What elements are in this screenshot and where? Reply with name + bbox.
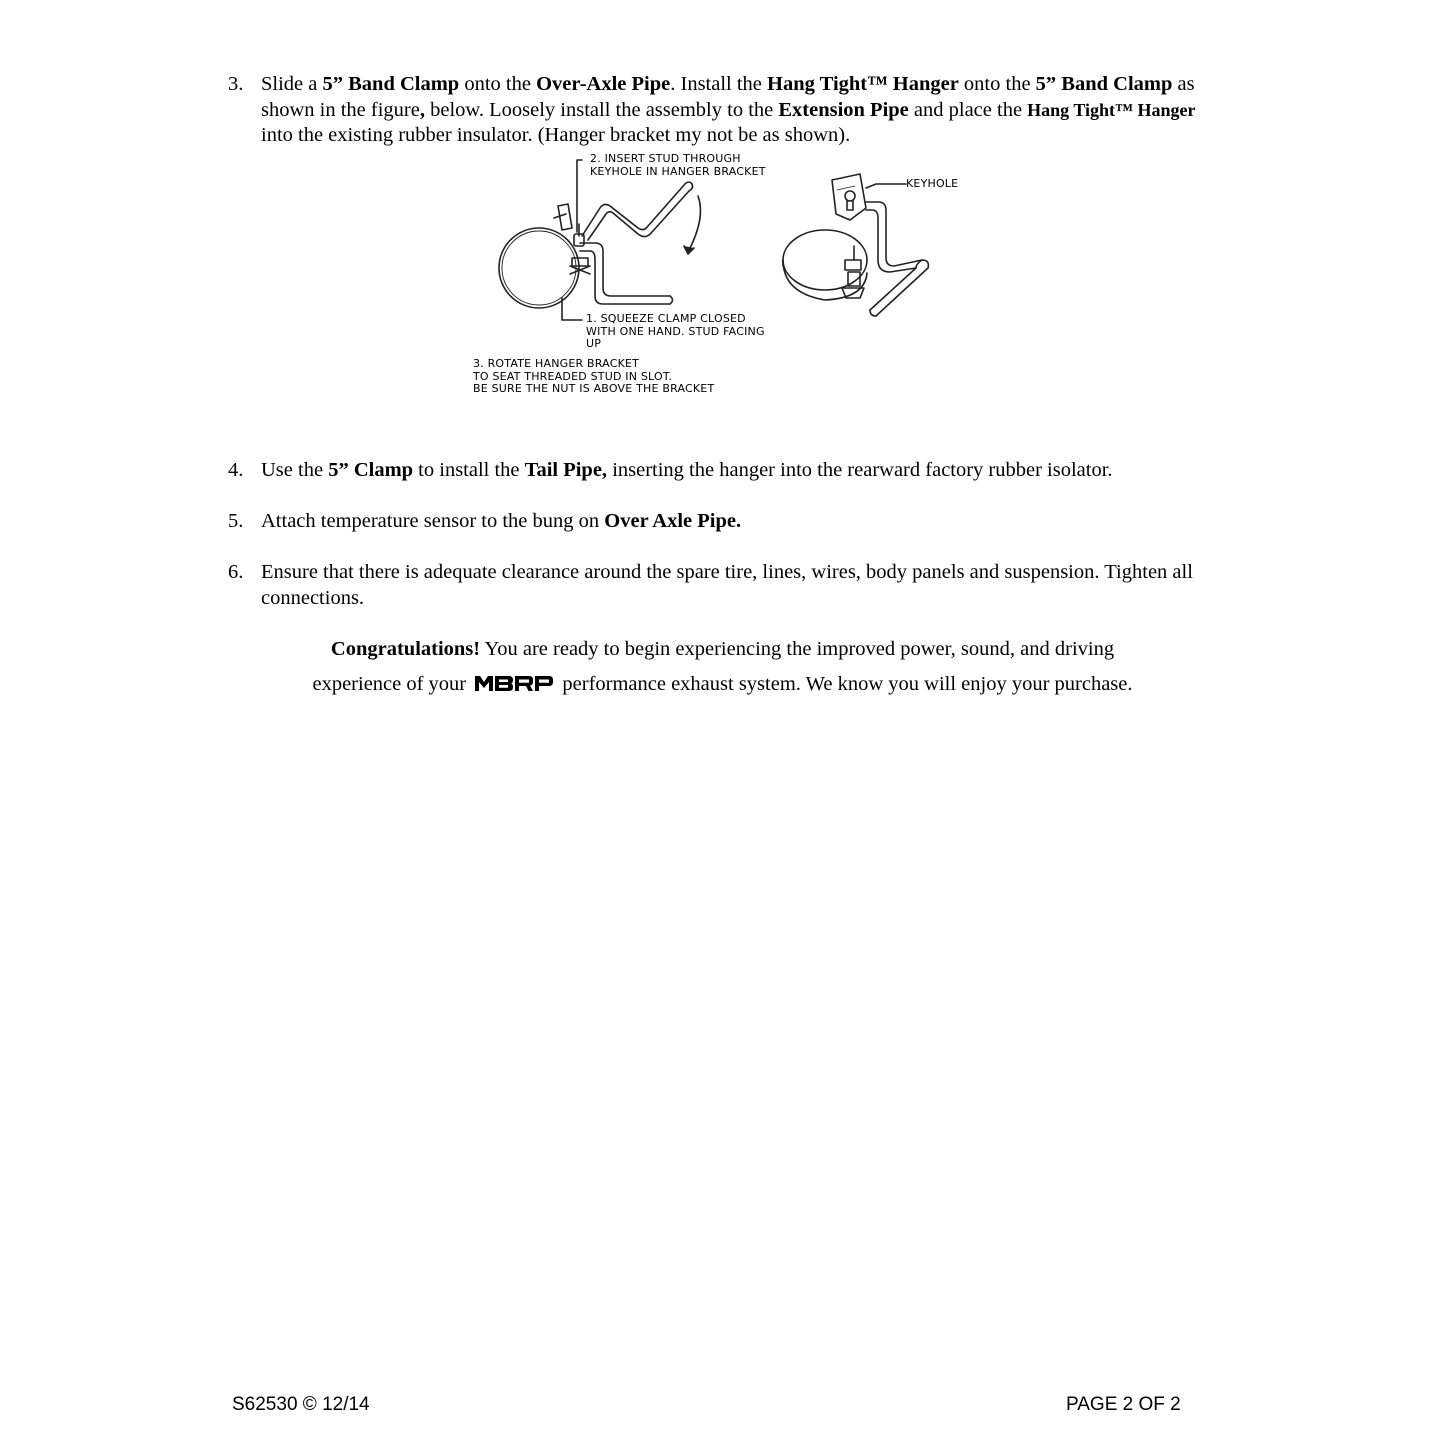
bold-term: Over-Axle Pipe bbox=[536, 73, 671, 95]
step-text-segment: onto the bbox=[459, 73, 537, 95]
congratulations-paragraph bbox=[270, 632, 1175, 705]
bold-term: Over Axle Pipe. bbox=[604, 510, 742, 532]
label-squeeze-clamp: 1. SQUEEZE CLAMP CLOSED WITH ONE HAND. STUD FACING UP bbox=[586, 312, 765, 350]
step-4 bbox=[228, 458, 1198, 484]
step-text-segment: and place the bbox=[908, 98, 1028, 121]
hanger-install-figure bbox=[470, 148, 990, 404]
step-number: 4. bbox=[228, 459, 244, 481]
step-text-segment: . Install the bbox=[670, 73, 768, 95]
bold-term: Extension Pipe bbox=[778, 98, 909, 121]
step-5 bbox=[228, 509, 1198, 535]
congrats-line2-before: experience of your bbox=[312, 673, 472, 695]
bold-term: Hang Tight™ Hanger bbox=[767, 73, 959, 95]
bold-term: Hang Tight™ Hanger bbox=[1027, 99, 1196, 120]
bold-term: 5” Clamp bbox=[328, 459, 414, 481]
congrats-line2-after: performance exhaust system. We know you will enjoy your purchase. bbox=[557, 673, 1133, 695]
step-text bbox=[261, 560, 1198, 611]
label-keyhole: KEYHOLE bbox=[906, 177, 959, 190]
congrats-line1: You are ready to begin experiencing the improved power, sound, and driving bbox=[480, 638, 1115, 660]
step-text-segment: to install the bbox=[413, 459, 525, 481]
bold-term: 5” Band Clamp bbox=[1035, 73, 1173, 95]
congrats-lead: Congratulations! bbox=[330, 638, 481, 660]
label-rotate-bracket: 3. ROTATE HANGER BRACKET TO SEAT THREADED STUD IN SLOT. BE SURE THE NUT IS ABOVE THE BRACKET bbox=[473, 357, 715, 395]
step-3 bbox=[228, 72, 1198, 149]
step-text-segment: Ensure that there is adequate clearance around the spare tire, lines, wires, body panels and suspension. Tighten all connections. bbox=[261, 561, 1193, 609]
step-text-segment: as shown in the figure bbox=[261, 73, 1195, 121]
step-number: 3. bbox=[228, 73, 244, 95]
step-text-segment: Attach temperature sensor to the bung on bbox=[261, 510, 605, 532]
mbrp-logo bbox=[474, 670, 554, 705]
footer-doc-code: S62530 © 12/14 bbox=[232, 1394, 370, 1415]
step-text-segment: Use the bbox=[261, 459, 329, 481]
bold-term: Tail Pipe, bbox=[524, 459, 608, 481]
step-text-segment: into the existing rubber insulator. (Hanger bracket my not be as shown). bbox=[261, 124, 851, 146]
step-number: 6. bbox=[228, 561, 244, 583]
bold-term: 5” Band Clamp bbox=[322, 73, 460, 95]
step-6 bbox=[228, 560, 1198, 611]
step-text-segment: below. Loosely install the assembly to the bbox=[424, 98, 779, 121]
step-text bbox=[261, 509, 1198, 535]
label-insert-stud: 2. INSERT STUD THROUGH KEYHOLE IN HANGER BRACKET bbox=[590, 152, 766, 178]
step-text-segment: onto the bbox=[958, 73, 1036, 95]
step-text-segment: Slide a bbox=[261, 73, 323, 95]
step-text-segment: inserting the hanger into the rearward factory rubber isolator. bbox=[607, 459, 1113, 481]
step-text bbox=[261, 72, 1198, 149]
step-text bbox=[261, 458, 1198, 484]
step-number: 5. bbox=[228, 510, 244, 532]
footer-page-number: PAGE 2 OF 2 bbox=[1066, 1394, 1181, 1415]
bold-term: , bbox=[419, 98, 425, 121]
